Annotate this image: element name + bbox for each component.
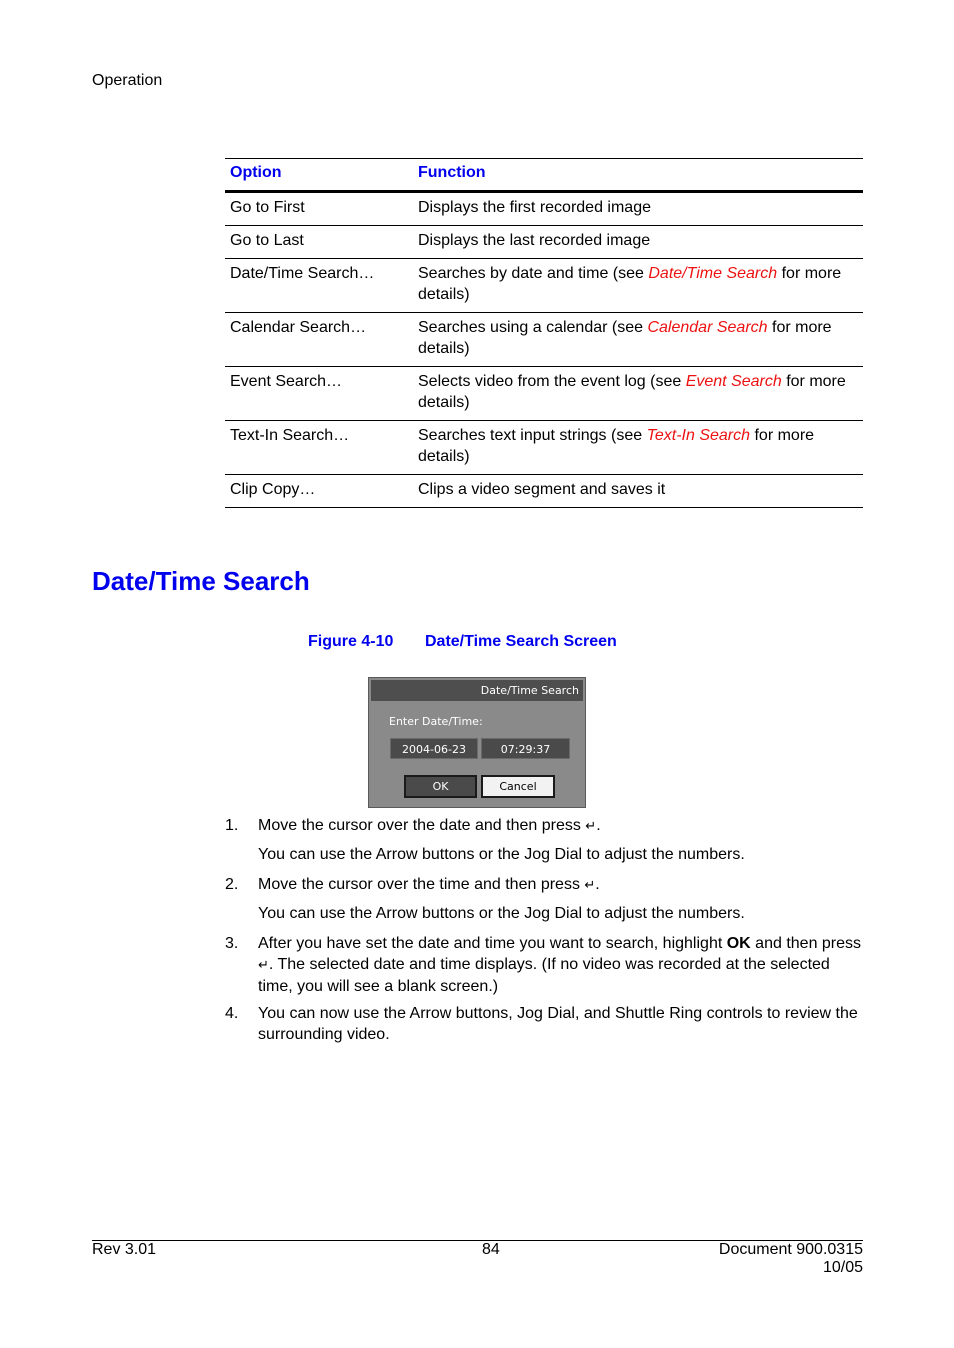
function-text: Displays the last recorded image [418, 232, 651, 249]
table-row [225, 421, 863, 475]
function-text: for more details) [418, 319, 832, 357]
step-text: After you have set the date and time you want to search, highlight OK and then press ↵. The selected date and time displays. (If no video was recorded at the selected time, you will see a blank screen.) [258, 935, 862, 995]
table-header-row [225, 159, 863, 192]
ok-button[interactable]: OK [404, 775, 477, 798]
step-note: You can use the Arrow buttons or the Jog Dial to adjust the numbers. [258, 846, 745, 863]
dialog-prompt: Enter Date/Time: [389, 715, 483, 728]
function-text: Searches text input strings (see [418, 427, 647, 444]
step-number: 4. [225, 1005, 239, 1022]
figure-title: Date/Time Search Screen [425, 633, 617, 650]
cancel-button[interactable]: Cancel [481, 775, 555, 798]
step-text: Move the cursor over the date and then press ↵. [258, 817, 601, 834]
function-text: Searches using a calendar (see [418, 319, 648, 336]
function-cell [413, 313, 863, 367]
option-cell: Clip Copy… [225, 475, 413, 508]
footer-document [719, 1241, 863, 1277]
function-text: for more details) [418, 427, 815, 465]
function-text: Clips a video segment and saves it [418, 481, 666, 498]
figure-number: Figure 4-10 [308, 633, 394, 650]
function-cell [413, 367, 863, 421]
function-text: Searches by date and time (see [418, 265, 649, 282]
enter-key-icon: ↵ [585, 819, 597, 834]
function-cell [413, 421, 863, 475]
enter-key-icon: ↵ [584, 878, 596, 893]
footer-document-date: 10/05 [822, 1259, 863, 1276]
section-title: Date/Time Search [92, 566, 310, 596]
option-cell: Go to Last [225, 226, 413, 259]
ok-emphasis: OK [726, 935, 751, 952]
time-field[interactable]: 07:29:37 [481, 738, 570, 759]
footer-revision: Rev 3.01 [92, 1241, 157, 1258]
table-row [225, 475, 863, 508]
option-cell: Go to First [225, 192, 413, 226]
option-cell: Date/Time Search… [225, 259, 413, 313]
options-table [225, 158, 863, 508]
table-row [225, 259, 863, 313]
enter-key-icon: ↵ [258, 958, 269, 973]
option-cell: Calendar Search… [225, 313, 413, 367]
table-row [225, 226, 863, 259]
function-cell [413, 259, 863, 313]
date-field[interactable]: 2004-06-23 [390, 738, 478, 759]
step-number: 3. [225, 935, 239, 952]
table-row [225, 313, 863, 367]
function-text: Displays the first recorded image [418, 199, 651, 216]
function-cell [413, 475, 863, 508]
date-time-search-dialog [368, 677, 586, 808]
figure-caption [308, 633, 617, 651]
function-cell [413, 192, 863, 226]
option-cell: Text-In Search… [225, 421, 413, 475]
cross-reference-link[interactable]: Event Search [685, 373, 782, 390]
table-row [225, 367, 863, 421]
step-number: 1. [225, 817, 239, 834]
step-text: You can now use the Arrow buttons, Jog Dial, and Shuttle Ring controls to review the surrounding video. [258, 1005, 858, 1043]
table-row [225, 192, 863, 226]
dialog-title: Date/Time Search [371, 680, 583, 701]
cross-reference-link[interactable]: Date/Time Search [648, 265, 778, 282]
footer-page-number: 84 [482, 1241, 500, 1258]
function-cell [413, 226, 863, 259]
step-text: Move the cursor over the time and then press ↵. [258, 876, 600, 893]
cross-reference-link[interactable]: Text-In Search [646, 427, 751, 444]
cross-reference-link[interactable]: Calendar Search [647, 319, 768, 336]
column-header-option: Option [225, 159, 413, 192]
column-header-function: Function [413, 159, 863, 192]
running-header: Operation [92, 72, 163, 89]
step-note: You can use the Arrow buttons or the Jog Dial to adjust the numbers. [258, 905, 745, 922]
function-text: Selects video from the event log (see [418, 373, 686, 390]
footer-document-number: Document 900.0315 [718, 1241, 863, 1258]
option-cell: Event Search… [225, 367, 413, 421]
function-text: for more details) [418, 373, 846, 411]
function-text: for more details) [418, 265, 842, 303]
step-number: 2. [225, 876, 239, 893]
